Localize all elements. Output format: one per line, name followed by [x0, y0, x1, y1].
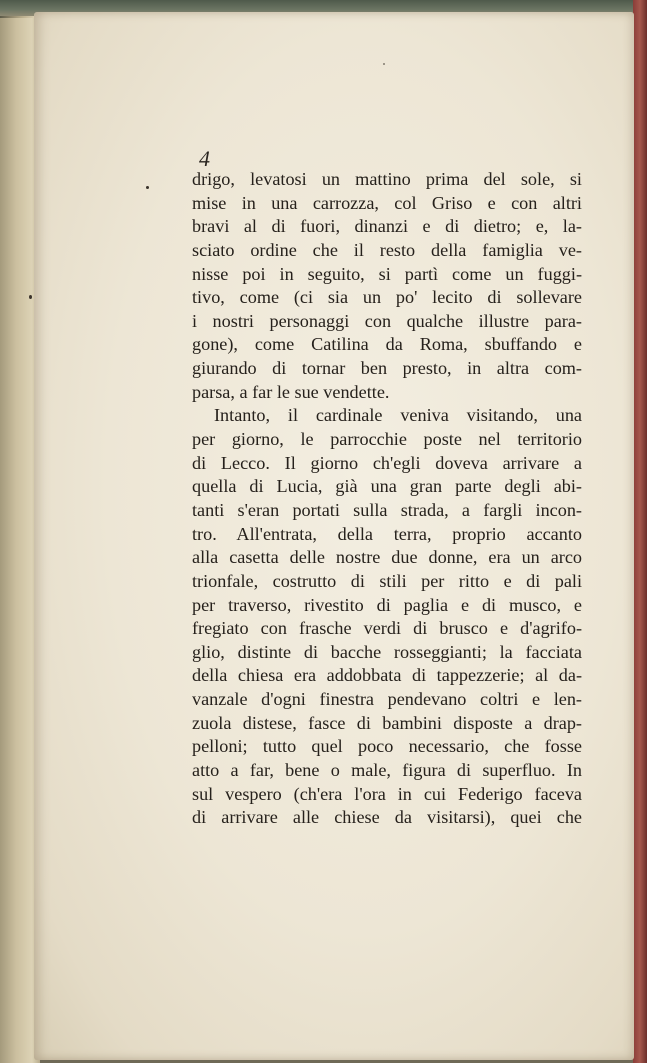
ink-speck: [29, 295, 32, 299]
text-line: i nostri personaggi con qualche illustre para-: [192, 310, 582, 331]
text-line: zuola distese, fasce di bambini disposte a drap-: [192, 712, 582, 733]
text-line: fregiato con frasche verdi di brusco e d'agrifo-: [192, 618, 582, 639]
text-line: bravi al di fuori, dinanzi e di dietro; e, la-: [192, 216, 582, 237]
text-line: sul vespero (ch'era l'ora in cui Federigo faceva: [192, 783, 582, 804]
text-line: tivo, come (ci sia un po' lecito di sollevare: [192, 287, 582, 308]
text-line: parsa, a far le sue vendette.: [192, 381, 390, 402]
body-text: [192, 168, 582, 830]
text-line: trionfale, costrutto di stili per ritto e di pali: [192, 570, 582, 591]
text-line: per traverso, rivestito di paglia e di musco, e: [192, 594, 582, 615]
text-line: pelloni; tutto quel poco necessario, che fosse: [192, 736, 582, 757]
text-line: di arrivare alle chiese da visitarsi), quei che: [192, 807, 582, 828]
book-binding-edge: [633, 0, 647, 1063]
text-line: della chiesa era addobbata di tappezzerie; al da-: [192, 665, 582, 686]
text-line: tanti s'eran portati sulla strada, a fargli incon-: [192, 499, 582, 520]
text-line: di Lecco. Il giorno ch'egli doveva arrivare a: [192, 452, 582, 473]
text-line: tro. All'entrata, della terra, proprio accanto: [192, 523, 582, 544]
text-line: quella di Lucia, già una gran parte degli abi-: [192, 476, 582, 497]
text-line: giurando di tornar ben presto, in altra com-: [192, 358, 582, 379]
text-line: drigo, levatosi un mattino prima del sole, si: [192, 169, 582, 189]
text-line: nisse poi in seguito, si partì come un fuggi-: [192, 263, 582, 284]
text-line: glio, distinte di bacche rosseggianti; la facciata: [192, 641, 582, 662]
text-line: per giorno, le parrocchie poste nel territorio: [192, 429, 582, 450]
text-line: sciato ordine che il resto della famiglia ve-: [192, 239, 582, 260]
ink-speck: [383, 63, 385, 65]
text-line: Intanto, il cardinale veniva visitando, una: [214, 405, 582, 426]
text-line: mise in una carrozza, col Griso e con altri: [192, 192, 582, 213]
text-line: alla casetta delle nostre due donne, era un arco: [192, 547, 582, 568]
ink-speck: [146, 186, 149, 189]
paragraph: [192, 168, 582, 404]
page-number: 4: [199, 146, 210, 171]
text-line: atto a far, bene o male, figura di superfluo. In: [192, 760, 582, 781]
paragraph: [192, 404, 582, 830]
text-line: vanzale d'ogni finestra pendevano coltri e len-: [192, 689, 582, 710]
text-line: gone), come Catilina da Roma, sbuffando e: [192, 334, 582, 355]
